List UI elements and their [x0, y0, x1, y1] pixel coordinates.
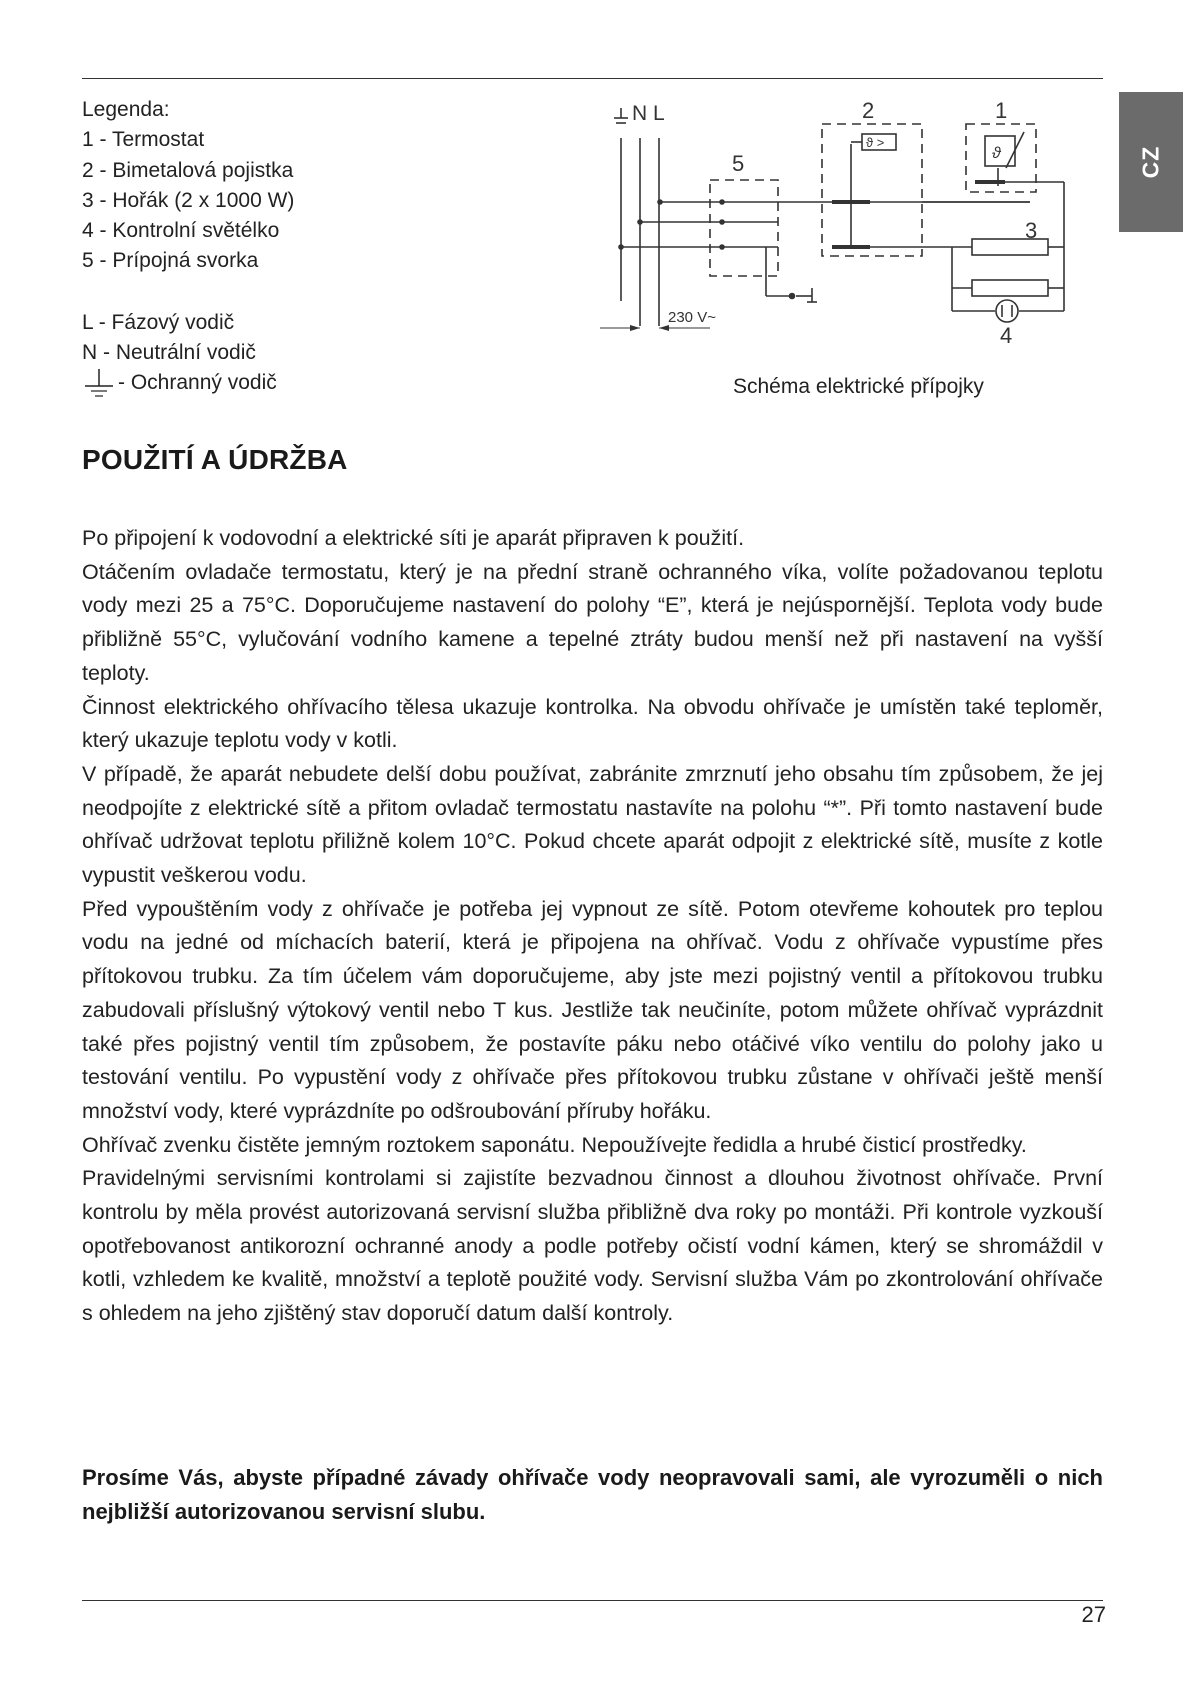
paragraph: Ohřívač zvenku čistěte jemným roztokem saponátu. Nepoužívejte ředidla a hrubé čisticí prostředky.	[82, 1132, 1027, 1157]
section-body	[82, 522, 1103, 1331]
language-tab	[1119, 92, 1183, 232]
diagram-number-2: 2	[862, 98, 875, 123]
svg-text:ϑ >: ϑ >	[866, 135, 885, 150]
legend-title: Legenda:	[82, 98, 170, 121]
diagram-number-4: 4	[1000, 323, 1013, 348]
diagram-number-1: 1	[995, 98, 1008, 123]
legend-item-4: 4 - Kontrolní světélko	[82, 219, 280, 243]
diagram-number-3: 3	[1025, 218, 1038, 243]
wiring-diagram	[600, 96, 1110, 372]
top-rule	[82, 78, 1103, 79]
legend-earth-row	[82, 368, 294, 398]
paragraph: Pravidelnými servisními kontrolami si zajistíte bezvadnou činnost a dlouhou životnost ohřívače. První kontrolu by měla provést autorizovaná servisní služba přibližně dva roky po montáži. Při kontrole vyzkouší opotřebovanost antikorozní ochranné anody a podle potřeby očistí vodní kámen, který se shromáždil v kotli, vzhledem ke kvalitě, množství a teplotě použité vody. Servisní služba Vám po zkontrolování ohřívače s ohledem na jeho zjištěný stav doporučí datum další kontroly.	[82, 1166, 1103, 1326]
svg-text:ϑ: ϑ	[992, 145, 1001, 162]
legend-item-1: 1 - Termostat	[82, 128, 205, 152]
paragraph: Činnost elektrického ohřívacího tělesa ukazuje kontrolka. Na obvodu ohřívače je umístěn také teploměr, který ukazuje teplotu vody v kotli.	[82, 694, 1103, 753]
diagram-caption: Schéma elektrické přípojky	[733, 375, 984, 398]
language-tab-label: CZ	[1137, 145, 1164, 179]
diagram-earth-bottom-icon	[796, 288, 817, 302]
legend-earth-label: - Ochranný vodič	[118, 371, 277, 395]
paragraph: Otáčením ovladače termostatu, který je na přední straně ochranného víka, volíte požadovanou teplotu vody mezi 25 a 75°C. Doporučujeme nastavení do polohy “E”, která je nejúspornější. Teplota vody bude přibližně 55°C, vylučování vodního kamene a tepelné ztráty budou menší než při nastavení na vyšší teploty.	[82, 559, 1103, 685]
legend-item-2: 2 - Bimetalová pojistka	[82, 158, 294, 182]
bottom-rule	[82, 1600, 1103, 1601]
legend-item-5: 5 - Prípojná svorka	[82, 249, 259, 273]
legend-conductor-n: N - Neutrální vodič	[82, 341, 256, 365]
earth-icon	[82, 369, 116, 399]
important-note: Prosíme Vás, abyste případné závady ohřívače vody neopravovali sami, ale vyrozuměli o nich nejbližší autorizovanou servisní slubu.	[82, 1465, 1103, 1524]
page-number: 27	[1081, 1602, 1106, 1627]
diagram-terminal-labels: N L	[632, 102, 665, 125]
legend	[82, 95, 294, 399]
legend-conductor-l: L - Fázový vodič	[82, 310, 235, 334]
section-title: POUŽITÍ A ÚDRŽBA	[82, 444, 348, 475]
legend-item-3: 3 - Hořák (2 x 1000 W)	[82, 188, 295, 212]
diagram-number-5: 5	[732, 151, 745, 176]
paragraph: Po připojení k vodovodní a elektrické síti je aparát připraven k použití.	[82, 526, 745, 550]
diagram-voltage: 230 V~	[668, 309, 716, 326]
paragraph: V případě, že aparát nebudete delší dobu používat, zabránite zmrznutí jeho obsahu tím způsobem, že jej neodpojíte z elektrické sítě a přitom ovladač termostatu nastavíte na polohu “*”. Při tomto nastavení bude ohřívač udržovat teplotu přiližně kolem 10°C. Pokud chcete aparát odpojit z elektrické sítě, musíte z kotle vypustit veškerou vodu.	[82, 761, 1103, 888]
diagram-earth-top-icon	[614, 108, 628, 123]
paragraph: Před vypouštěním vody z ohřívače je potřeba jej vypnout ze sítě. Potom otevřeme kohoutek pro teplou vodu na jedné od míchacích baterií, která je připojena na ohřívač. Vodu z ohřívače vypustíme přes přítokovou trubku. Za tím účelem vám doporučujeme, aby jste mezi pojistný ventil a přítokovou trubku zabudovali příslušný výtokový ventil nebo T kus. Jestliže tak neučiníte, potom můžete ohřívač vyprázdnit také přes pojistný ventil tím způsobem, že postavíte páku nebo otáčivé víko ventilu do polohy jako u testování ventilu. Po vypustění vody z ohřívače přes přítokovou trubku zůstane v ohřívači ještě menší množství vody, které vyprázdníte po odšroubování příruby hořáku.	[82, 896, 1103, 1123]
